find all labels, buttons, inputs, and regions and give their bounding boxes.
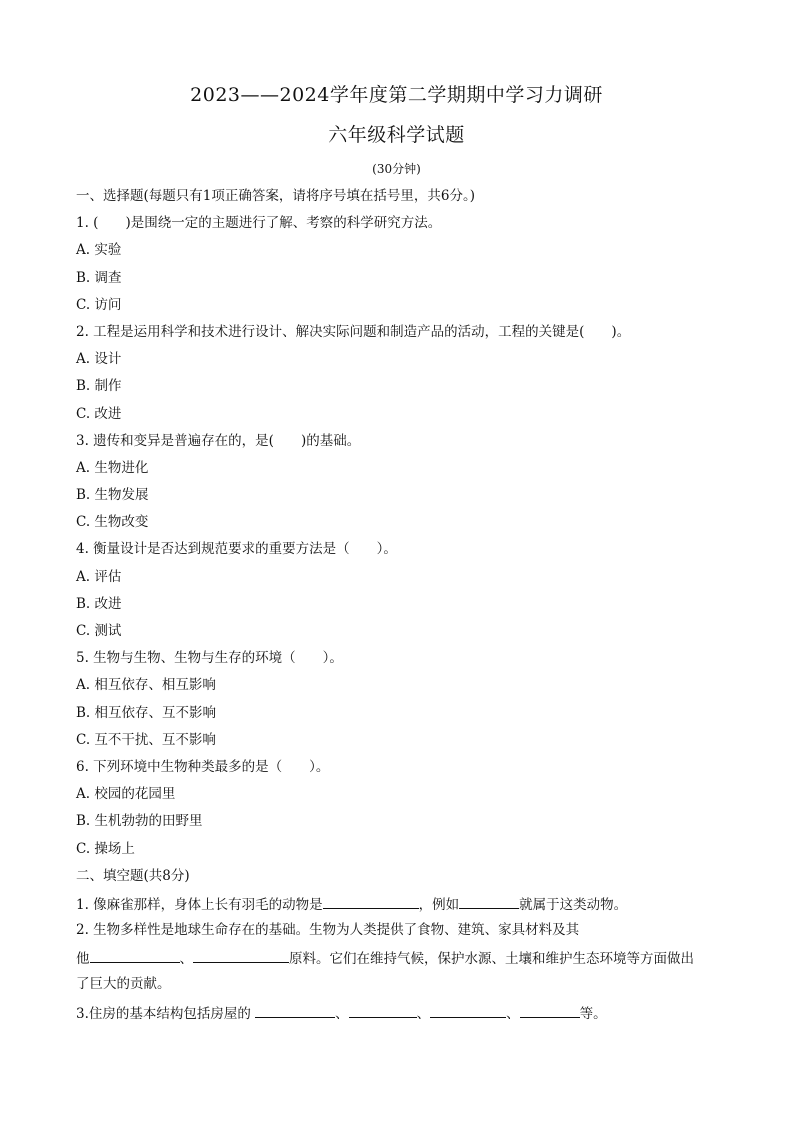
question-3: 3. 遗传和变异是普遍存在的，是( )的基础。 bbox=[76, 432, 361, 449]
option: B. 生机勃勃的田野里 bbox=[76, 813, 203, 830]
answer-blank[interactable] bbox=[520, 1002, 580, 1018]
option: A. 生物进化 bbox=[76, 459, 149, 476]
section-heading-fill: 二、填空题(共8分) bbox=[76, 867, 190, 884]
exam-body bbox=[76, 186, 726, 1029]
option: B. 改进 bbox=[76, 595, 122, 612]
fill-question-2: 2. 生物多样性是地球生命存在的基础。生物为人类提供了食物、建筑、家具材料及其 bbox=[76, 922, 580, 939]
option: B. 相互依存、互不影响 bbox=[76, 704, 217, 721]
answer-blank[interactable] bbox=[349, 1002, 417, 1018]
exam-subtitle: 六年级科学试题 bbox=[328, 124, 465, 146]
option: C. 测试 bbox=[76, 623, 122, 639]
option: C. 访问 bbox=[76, 296, 122, 313]
exam-title: 2023——2024学年度第二学期期中学习力调研 bbox=[190, 84, 603, 106]
option: C. 操场上 bbox=[76, 840, 135, 857]
option: A. 校园的花园里 bbox=[76, 786, 176, 803]
exam-duration: (30分钟) bbox=[372, 162, 421, 176]
section-heading-choice: 一、选择题(每题只有1项正确答案，请将序号填在括号里，共6分。) bbox=[76, 188, 475, 204]
option: A. 实验 bbox=[76, 242, 122, 259]
question-1: 1. ( )是围绕一定的主题进行了解、考察的科学研究方法。 bbox=[76, 215, 442, 232]
option: C. 生物改变 bbox=[76, 514, 149, 531]
answer-blank[interactable] bbox=[193, 947, 289, 963]
option: A. 评估 bbox=[76, 568, 122, 585]
fill-question-2-line2: 他 、 原料。它们在维持气候，保护水源、土壤和维护生态环境等方面做出 bbox=[76, 947, 726, 974]
answer-blank[interactable] bbox=[255, 1002, 335, 1018]
option: B. 生物发展 bbox=[76, 487, 149, 504]
option: A. 相互依存、相互影响 bbox=[76, 677, 216, 694]
fill-question-2-line3: 了巨大的贡献。 bbox=[76, 976, 171, 993]
question-2: 2. 工程是运用科学和技术进行设计、解决实际问题和制造产品的活动，工程的关键是( )。 bbox=[76, 323, 631, 340]
answer-blank[interactable] bbox=[323, 893, 419, 909]
question-4: 4. 衡量设计是否达到规范要求的重要方法是（ ）。 bbox=[76, 541, 397, 558]
option: B. 制作 bbox=[76, 378, 122, 395]
answer-blank[interactable] bbox=[459, 893, 519, 909]
question-6: 6. 下列环境中生物种类最多的是（ ）。 bbox=[76, 758, 330, 775]
option: C. 互不干扰、互不影响 bbox=[76, 731, 216, 748]
option: B. 调查 bbox=[76, 269, 122, 286]
fill-question-3: 3.住房的基本结构包括房屋的 、 、 、 等。 bbox=[76, 1002, 726, 1029]
answer-blank[interactable] bbox=[90, 947, 180, 963]
question-5: 5. 生物与生物、生物与生存的环境（ ）。 bbox=[76, 650, 343, 667]
answer-blank[interactable] bbox=[430, 1002, 506, 1018]
option: A. 设计 bbox=[76, 351, 122, 368]
fill-question-1: 1. 像麻雀那样，身体上长有羽毛的动物是 ，例如 就属于这类动物。 bbox=[76, 893, 726, 920]
option: C. 改进 bbox=[76, 405, 122, 422]
